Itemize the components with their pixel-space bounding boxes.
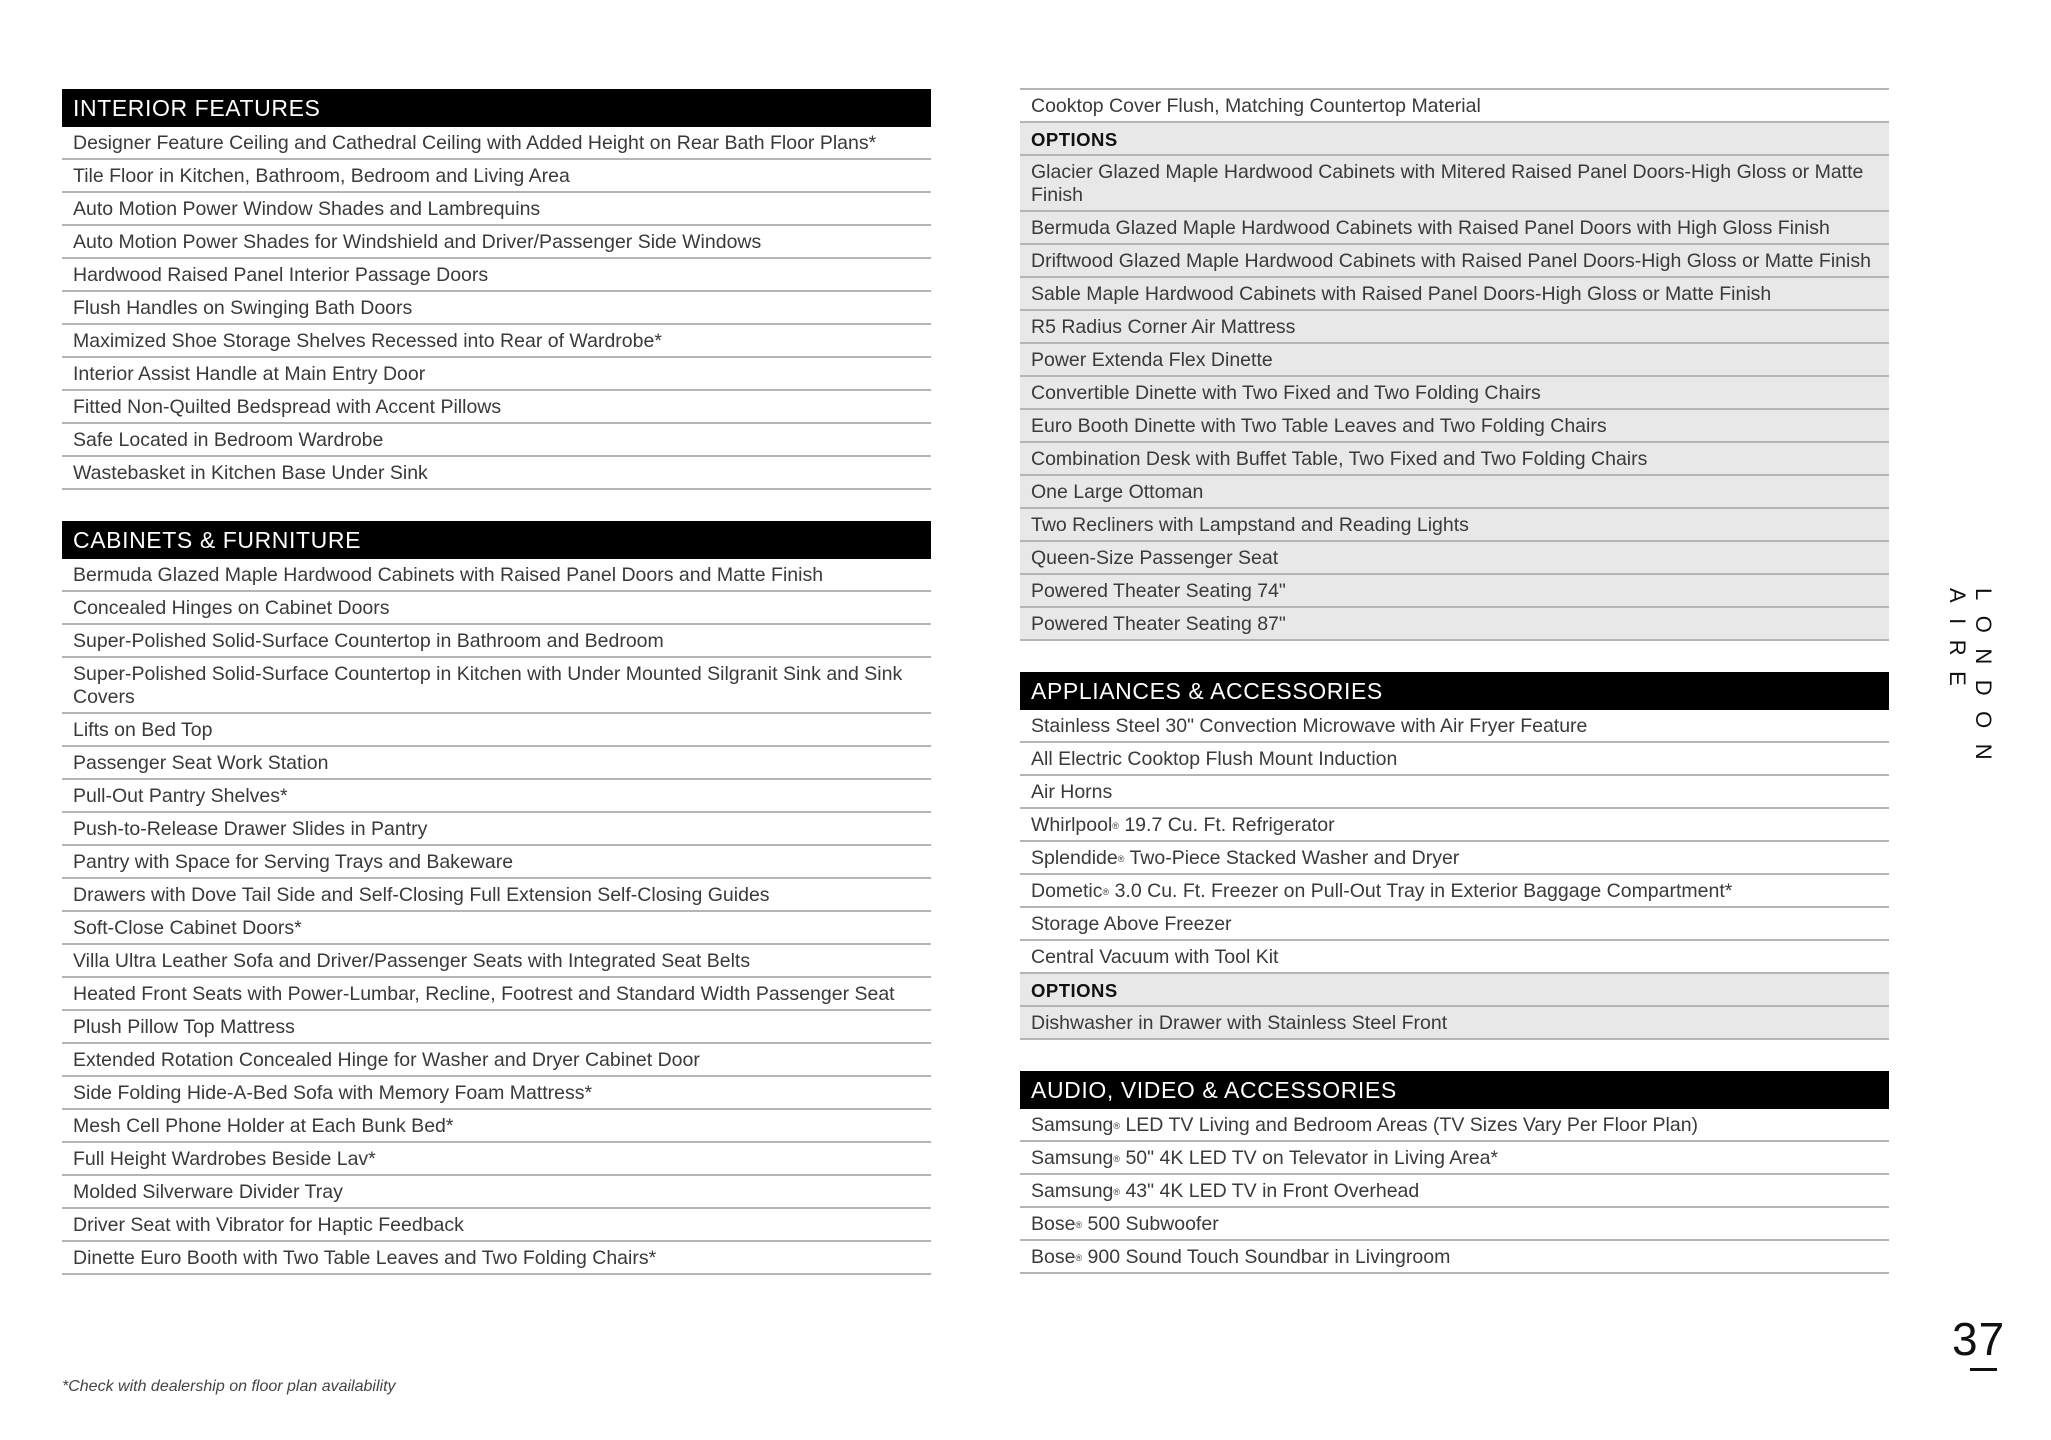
section-heading: APPLIANCES & ACCESSORIES xyxy=(1020,672,1889,710)
cabinets-options-list xyxy=(1020,156,1889,641)
list-item: Tile Floor in Kitchen, Bathroom, Bedroom and Living Area xyxy=(62,160,931,193)
list-item xyxy=(1020,1208,1889,1241)
list-item: Bermuda Glazed Maple Hardwood Cabinets with Raised Panel Doors and Matte Finish xyxy=(62,559,931,592)
option-item: One Large Ottoman xyxy=(1020,476,1889,509)
item-text: Bose xyxy=(1031,1213,1076,1235)
footnote: *Check with dealership on floor plan availability xyxy=(62,1378,396,1395)
list-item: Push-to-Release Drawer Slides in Pantry xyxy=(62,813,931,846)
registered-mark: ® xyxy=(1117,854,1125,864)
item-text: LED TV Living and Bedroom Areas (TV Sizes Vary Per Floor Plan) xyxy=(1120,1114,1699,1136)
item-text: 900 Sound Touch Soundbar in Livingroom xyxy=(1082,1246,1451,1268)
item-text: 3.0 Cu. Ft. Freezer on Pull-Out Tray in Exterior Baggage Compartment* xyxy=(1109,880,1733,902)
list-item: Lifts on Bed Top xyxy=(62,714,931,747)
options-heading: OPTIONS xyxy=(1020,123,1889,156)
list-item: Concealed Hinges on Cabinet Doors xyxy=(62,592,931,625)
list-item: Molded Silverware Divider Tray xyxy=(62,1176,931,1209)
list-item xyxy=(1020,941,1889,974)
list-item: Dinette Euro Booth with Two Table Leaves and Two Folding Chairs* xyxy=(62,1242,931,1275)
list-item: Super-Polished Solid-Surface Countertop in Kitchen with Under Mounted Silgranit Sink and Sink Covers xyxy=(62,658,931,714)
item-text: Splendide xyxy=(1031,847,1118,869)
list-item: Heated Front Seats with Power-Lumbar, Recline, Footrest and Standard Width Passenger Seat xyxy=(62,978,931,1011)
list-item xyxy=(1020,776,1889,809)
registered-mark: ® xyxy=(1113,1154,1121,1164)
item-text: 500 Subwoofer xyxy=(1082,1213,1219,1235)
registered-mark: ® xyxy=(1075,1220,1083,1230)
list-item xyxy=(1020,842,1889,875)
item-text: Central Vacuum with Tool Kit xyxy=(1031,946,1279,968)
appliances-list xyxy=(1020,710,1889,974)
list-item xyxy=(1020,743,1889,776)
list-item: Passenger Seat Work Station xyxy=(62,747,931,780)
list-item: Mesh Cell Phone Holder at Each Bunk Bed* xyxy=(62,1110,931,1143)
item-text: Samsung xyxy=(1031,1114,1114,1136)
audio-list xyxy=(1020,1109,1889,1274)
list-item: Wastebasket in Kitchen Base Under Sink xyxy=(62,457,931,490)
brand-vertical-label: LONDON AIRE xyxy=(1945,588,1996,776)
list-item: Pantry with Space for Serving Trays and Bakeware xyxy=(62,846,931,879)
registered-mark: ® xyxy=(1102,887,1110,897)
item-text: 50" 4K LED TV on Televator in Living Area* xyxy=(1120,1147,1499,1169)
registered-mark: ® xyxy=(1075,1253,1083,1263)
list-item: Flush Handles on Swinging Bath Doors xyxy=(62,292,931,325)
section-audio-video xyxy=(1020,1071,1889,1274)
list-item: Auto Motion Power Shades for Windshield and Driver/Passenger Side Windows xyxy=(62,226,931,259)
option-item: Glacier Glazed Maple Hardwood Cabinets with Mitered Raised Panel Doors-High Gloss or Matte Finish xyxy=(1020,156,1889,212)
list-item: Extended Rotation Concealed Hinge for Washer and Dryer Cabinet Door xyxy=(62,1044,931,1077)
item-text: Bose xyxy=(1031,1246,1076,1268)
item-text: Whirlpool xyxy=(1031,814,1113,836)
list-item xyxy=(1020,1175,1889,1208)
list-item: Driver Seat with Vibrator for Haptic Feedback xyxy=(62,1209,931,1242)
section-cabinets-furniture xyxy=(62,521,931,1275)
list-item: Cooktop Cover Flush, Matching Countertop Material xyxy=(1020,88,1889,123)
option-item: Dishwasher in Drawer with Stainless Steel Front xyxy=(1020,1007,1889,1040)
item-text: Samsung xyxy=(1031,1147,1114,1169)
registered-mark: ® xyxy=(1113,1187,1121,1197)
list-item: Super-Polished Solid-Surface Countertop in Bathroom and Bedroom xyxy=(62,625,931,658)
option-item: Powered Theater Seating 87" xyxy=(1020,608,1889,641)
list-item: Fitted Non-Quilted Bedspread with Accent Pillows xyxy=(62,391,931,424)
item-text: 43" 4K LED TV in Front Overhead xyxy=(1120,1180,1420,1202)
list-item xyxy=(1020,809,1889,842)
list-item: Safe Located in Bedroom Wardrobe xyxy=(62,424,931,457)
section-cabinets-continued xyxy=(1020,88,1889,641)
list-item: Maximized Shoe Storage Shelves Recessed into Rear of Wardrobe* xyxy=(62,325,931,358)
option-item: Power Extenda Flex Dinette xyxy=(1020,344,1889,377)
list-item xyxy=(1020,1109,1889,1142)
item-text: Stainless Steel 30" Convection Microwave with Air Fryer Feature xyxy=(1031,715,1588,737)
cabinets-list xyxy=(62,559,931,1275)
section-heading: INTERIOR FEATURES xyxy=(62,89,931,127)
option-item: Queen-Size Passenger Seat xyxy=(1020,542,1889,575)
list-item: Drawers with Dove Tail Side and Self-Closing Full Extension Self-Closing Guides xyxy=(62,879,931,912)
item-text: All Electric Cooktop Flush Mount Induction xyxy=(1031,748,1398,770)
list-item: Side Folding Hide-A-Bed Sofa with Memory Foam Mattress* xyxy=(62,1077,931,1110)
list-item: Designer Feature Ceiling and Cathedral Ceiling with Added Height on Rear Bath Floor Plans* xyxy=(62,127,931,160)
section-interior-features xyxy=(62,89,931,490)
section-gap xyxy=(62,490,931,521)
right-column xyxy=(1020,88,1889,1274)
list-item xyxy=(1020,710,1889,743)
item-text: Dometic xyxy=(1031,880,1103,902)
section-heading: AUDIO, VIDEO & ACCESSORIES xyxy=(1020,1071,1889,1109)
item-text: Two-Piece Stacked Washer and Dryer xyxy=(1124,847,1460,869)
item-text: 19.7 Cu. Ft. Refrigerator xyxy=(1118,814,1335,836)
list-item: Full Height Wardrobes Beside Lav* xyxy=(62,1143,931,1176)
option-item: Combination Desk with Buffet Table, Two Fixed and Two Folding Chairs xyxy=(1020,443,1889,476)
item-text: Samsung xyxy=(1031,1180,1114,1202)
list-item xyxy=(1020,1241,1889,1274)
interior-list xyxy=(62,127,931,490)
section-gap xyxy=(1020,641,1889,672)
options-heading: OPTIONS xyxy=(1020,974,1889,1007)
section-appliances-accessories xyxy=(1020,672,1889,1040)
list-item xyxy=(1020,875,1889,908)
left-column xyxy=(62,89,931,1275)
list-item: Auto Motion Power Window Shades and Lambrequins xyxy=(62,193,931,226)
list-item: Plush Pillow Top Mattress xyxy=(62,1011,931,1044)
option-item: Driftwood Glazed Maple Hardwood Cabinets with Raised Panel Doors-High Gloss or Matte Finish xyxy=(1020,245,1889,278)
option-item: Euro Booth Dinette with Two Table Leaves and Two Folding Chairs xyxy=(1020,410,1889,443)
page-number-underline xyxy=(1970,1368,1997,1371)
list-item: Pull-Out Pantry Shelves* xyxy=(62,780,931,813)
list-item: Soft-Close Cabinet Doors* xyxy=(62,912,931,945)
registered-mark: ® xyxy=(1113,1121,1121,1131)
appliances-options-list xyxy=(1020,1007,1889,1040)
registered-mark: ® xyxy=(1112,821,1119,831)
option-item: R5 Radius Corner Air Mattress xyxy=(1020,311,1889,344)
page-number: 37 xyxy=(1952,1313,2006,1365)
list-item xyxy=(1020,1142,1889,1175)
section-gap xyxy=(1020,1040,1889,1071)
option-item: Bermuda Glazed Maple Hardwood Cabinets with Raised Panel Doors with High Gloss Finish xyxy=(1020,212,1889,245)
list-item: Hardwood Raised Panel Interior Passage Doors xyxy=(62,259,931,292)
option-item: Powered Theater Seating 74" xyxy=(1020,575,1889,608)
list-item xyxy=(1020,908,1889,941)
option-item: Two Recliners with Lampstand and Reading Lights xyxy=(1020,509,1889,542)
list-item: Villa Ultra Leather Sofa and Driver/Passenger Seats with Integrated Seat Belts xyxy=(62,945,931,978)
section-heading: CABINETS & FURNITURE xyxy=(62,521,931,559)
item-text: Air Horns xyxy=(1031,781,1113,803)
option-item: Sable Maple Hardwood Cabinets with Raised Panel Doors-High Gloss or Matte Finish xyxy=(1020,278,1889,311)
item-text: Storage Above Freezer xyxy=(1031,913,1232,935)
option-item: Convertible Dinette with Two Fixed and Two Folding Chairs xyxy=(1020,377,1889,410)
list-item: Interior Assist Handle at Main Entry Door xyxy=(62,358,931,391)
